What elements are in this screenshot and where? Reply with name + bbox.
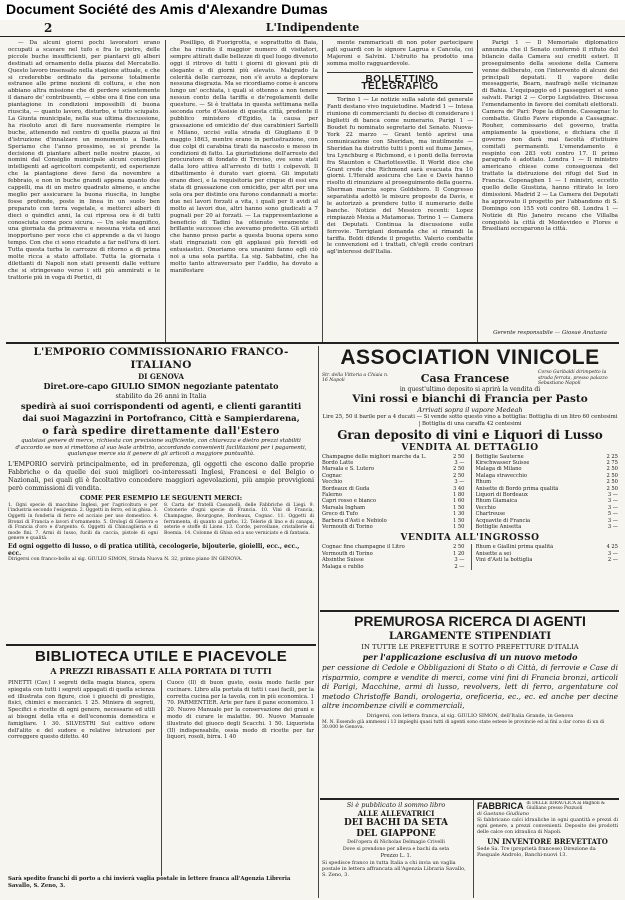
vinicole-wholesale-title: VENDITA ALL'INGROSSO [400,533,540,544]
emporio-footer: Ed ogni oggetto di lusso, o di pratica utilità, cecologerie, bijouterie, gioielli, ecc., ecc., ecc. [8,542,300,557]
biblioteca-advertisement [8,647,314,897]
price-item: Vini d'Asti la bottiglia [475,557,533,564]
vinicole-line-5: Gran deposito di vini e Liquori di Lusso [337,427,603,442]
document-header [0,0,625,20]
column-1-text: — Da alcuni giorni pochi lavoratori erano occupati a scavare nel tufo e fra le pietre, delle piccole buche insufficienti, per piantarvi gli alberi destinati ad ornamento della piazza del Mercatello. Questo lavoro insensato nella stagione attuale, e che si crederebbe ordinato da persone totalmente estranee alle prime nozioni di coltura, e che non abbiano altra missione che di perdere scientemente il danaro de' contribuenti, — ebbe ora il fine con una piantagione in condizioni impossibili di buona riuscita, — quanto lavoro, disturbo, e tutto sciupato. La Giunta municipale, nella sua ultima discussione, ha risoluto anzi di fare nuovamente riempire le buche, attenendo nel centro di quella piazza ai fini d'istruzione d'innalzare un monumento a Dante. Speriamo che l'anno prossimo, se si prende la decisione di piantare alberi nelle nostre piazze, si nomini dal Consiglio municipale alcuni consiglieri intelligenti ad agricoltori competenti, ed esperienze che la piantagione deve farsi da novembre a febbraio, e non in buche grandi appena quanto due cappelli, ma di un metro quadrato almeno, e anche meglio per assicurare la buona riuscita, in lunghe fosse profonde, poste in linea in un suolo ben preparato con terra vegetale, e metterci alberi di dieci o quindici anni, la cui ripresa ora è di tutti conosciuta come poco sicura. — Un sole magnifico, una giornata da primavera e nessuna vista ed anzi inopportuno per voce che ci apprende a da vi luogo tempo. Con che ci sono ricadute a far nell'ora di ieri. Tutta questa turba le carrozze di ritorno a di prima molte ricca a stato affollate. Tutta la giornata i dilettanti di Napoli non stati presenti dalle vetture che si stringevano verso i siti più ammirati e le trattorie più in voga di Portici, di [8,40,160,281]
premurosa-title: PREMUROSA RICERCA DI AGENTI [354,613,586,629]
price-item: Vecchio [475,504,496,511]
price-item: Bottiglie Anisetta [475,524,522,531]
emporio-founded: stabilito da 26 anni in Italia [115,392,207,400]
price-value: 2 — [607,557,618,564]
page-number: 2 [44,21,53,35]
price-value: 2 75 [606,459,618,466]
price-item: Bottiglie Sauterne [475,453,524,460]
price-item: Malaga stravecchio [475,472,527,479]
price-value: 3 — [607,504,618,511]
fabbrica-body: Si fabbricano calci idrauliche in ogni quantità e prezzi di ogni genere, a prezzi convenienti. Deposito dei prodotti delle calce con idraulica di Napoli. [477,818,618,835]
allevatrici-advertisement [322,801,470,897]
premurosa-subtitle-2: IN TUTTE LE PREFETTURE E SOTTO PREFETTURE D'ITALIA [361,643,579,651]
price-value: 1 30 [452,511,465,518]
price-item: Anisette di Bordò prima qualità [475,485,559,492]
allevatrici-line-1: Si è pubblicato il sommo libro [346,801,446,809]
price-value: 2 50 [452,466,465,473]
premurosa-subtitle-3: per l'applicazione esclusiva di un nuovo metodo [362,652,578,662]
price-value: 3 — [454,557,465,564]
gerente-text: Gerente responsabile — Giosuè Anatasia [493,330,607,336]
price-value: 2 50 [606,466,618,473]
price-item: Champagne delle migliori marche da L. [322,453,427,460]
fabbrica-footer: Sede Sa. Tre (proprietà francese) Direzione da Pasquale Androlo, Banchi-nuovi 13. [477,846,596,859]
emporio-examples-title: COME PER ESEMPIO LE SEGUENTI MERCI: [79,493,243,502]
price-item: Barbera d'Asti e Nebiolo [322,517,387,524]
rule [327,93,473,94]
fabbrica-subtitle: di DELLE IDRAULICA ai Bagnoli & Giulliano presso Pozzuoli [526,801,605,812]
price-value: 2 50 [606,479,618,486]
price-value: 3 — [454,459,465,466]
price-item: Liquori di Bordeaux [475,492,528,498]
fabbrica-advertisement [477,801,618,897]
allevatrici-line-2: ALLE ALLEVATRICI [357,809,435,818]
fabbrica-owner: di Gaetano Giulliano [477,811,529,818]
price-row [322,564,465,570]
price-value: 5 — [607,511,618,518]
price-item: Malaga di Milano [475,466,522,473]
price-value: 1 50 [452,517,465,524]
emporio-item-list [8,503,314,542]
vinicole-house: Casa Francese [420,371,510,385]
column-4-text: Parigi 1 — Il Memoriale diplomatico annunzia che il Senato confermò il rifiuto del bilancio dalla Camera sui crediti esteri. Il proseguimento della sessione della Camera venne deliberato, con l'intervento di alcuni dei principali deputati. Il vapore delle messaggerie, Bearn, naufragò nelle vicinanze di Bahia. L'equipaggio ed i passeggieri si sono salvati. Parigi 2 — Corpo Legislativo. Discussa l'emendamento in favore dei comitati elettorali. Camera de' Pari: Pope la difende. Cassagnac lo combatte. Giulio Favre risponde a Cassagnac. Rouher, commissario del governo, tratta ampiamente la questione, e dichiara che il governo non darà mai facoltà d'istituire comitati permanenti. L'emendamento è respinto con 283 voti contro 17. Il primo paragrafo è adottato. Londra 1 — Il ministro americano chiese come conseguenza del trattato la distruzione dei rifugi del Sud in Francia. Copenaghen 1 — I ministri, eccetto quello delle Giustizia, hanno ritirato le loro dimissioni. Madrid 2 — La Camera dei Deputati ha approvato il progetto per l'abbandono di S. Domingo con 155 voti contro 68. Londra 1 — Notizie di Rio Janeiro recano che Villalba conquistò la città di Montevideo e Flores e Brasiliani occuparono la città. [482,40,618,233]
price-item: Vermouth di Torino [322,550,373,557]
biblioteca-footer: Sarà spedito franchi di porto a chi invierà vaglia postale in lettere franca all'Agenzia Libreria Savallo, S. Zeno, 3. [8,876,291,889]
premurosa-advertisement [322,613,618,796]
biblioteca-subtitle: A PREZZI RIBASSATI E ALLA PORTATA DI TUTTI [50,666,272,676]
column-2-text: Posillipo, di Fuorigrotta, e soprattutto di Baia, che ha riunito il maggior numero di visitatori, sempre attirati dalle bellezze di quel luogo divenuto oggi il ritrovo di tutti i giorni di giovani più di elegante e di giorni più elevato. Malgrado la celerità delle carrozze, non s'è avuto a deplorare nessuna disgrazia. Ma se ricordiamo come è ancora lungo un' occhiata, i quali si ottenno a non tenere nessun conto della tariffa e de'regolamenti delle questure. — Si è trattata in questa settimana nella seconda corte d'Assisie di questa città, predente il pubblico ministero d'Egidio, la causa per grassazione ed omicidio de' due carabinieri Sartelli e Milano, uccisi sulla strada di Giugliano il 9 maggio 1863, mentre erano in perlustrazione, con due colpi di carabina tirati da nascosto e messo in condizioni di fatto. La giurisdizione dell'arresto del procuratore di fondato di Treviso, ove sono stati dalla loro attiva all'arresto di tutti i colpevoli. Il dibattimento è durato vari giorni. Gli imputati erano dieci, e la requisitoria per cinque di essi era stata di grassazione con omicidio, per altri per una sola ora per distinte ora furono condannati a morte: due nei lavori forzati a vita, i quali per li avidi al molto ai lavori due, altri hanno sono giudicati a 7 pugnali per 20 ai forzati. — La rappresentazione a beneficio di Tadini ha ottenuto veramente il brillante successo che avevamo predetto. Gli artisti che hanno preso parte a questa buona opera sono stati ringraziati con gli applausi più fervidi ed entusiastici. Onoriamo ora unanimi fanno egli ciò noi a una sola partita. La sig. Sabbatini, che ha molto tanto attraversato per l'addio, ha dovuto a manifestare [170,40,318,274]
emporio-items-left: 1. Ogni specie di macchine Inglesi, per l'agricoltura e per l'industria secondo l'esigenza. 2. Oggetti in ferro, ed in ghisa. 3. Oggetti in fonderia di ferro ed acciaio per uso domestico. 4. Bronzi di Francia e lavori d'ornamento. 5. Orologi di Ginevra e di Francia d'oro e d'argento. 6. Oggetti di Chincaglieria e di mode fini. 7. Armi di lusso, fucili da caccia, pistole di ogni genere e qualità. [8,502,158,542]
price-value: 1 80 [452,492,465,498]
advertisement-divider [318,346,319,898]
price-row [476,557,619,563]
newspaper-title: L'Indipendente [265,21,360,34]
emporio-line-1: spedirà ai suoi corrispondenti od agenti, e clienti garantiti [20,402,302,412]
price-item: Malaga e rublio [322,563,364,570]
emporio-title: L'EMPORIO COMMISSIONARIO FRANCO-ITALIANO [33,346,289,371]
price-value: 1 50 [452,504,465,511]
vinicole-line-3: Arrivati sopra il vapore Medeah [417,406,523,415]
fabbrica-inventor: UN INVENTORE BREVETTATO [487,837,608,846]
price-item: Rhum e Giallini prima qualità [475,544,554,551]
price-item: Rhum [475,479,492,486]
premurosa-address: Dirigersi, con lettera franca, al sig. GIULIO SIMON, dell'Italia Grande, in Genova [366,712,574,719]
premurosa-body: per cessione di Cedole e Obbligazioni di Stato o di Città, di ferrovie e Case di risparmio, compre e vendite di merci, come vini fini di Francia bronzi, articoli di Parigi, Macchine, armi di lusso, revolvers, lett di ferro, argentature col metodo Christoffe Bandi, orologeria, oreficeria, ec., ec. ed anche per decine altre incombenze civili e commerciali, [322,663,618,711]
column-3 [327,40,473,340]
allevatrici-line-6: Dove si prendono per alleva e bachi da seta [342,846,450,852]
price-item: Vecchio [322,479,343,486]
newspaper-page [0,20,625,900]
price-value: 1 60 [452,498,465,505]
price-item: Capri rosso e bianco [322,498,377,505]
biblioteca-title: BIBLIOTECA UTILE E PIACEVOLE [34,648,288,665]
biblioteca-books-right: Cuoco (Il) di buon gusto, ossia modo facile per cucinare. Libro alla portata di tutti i casi facili, per la corretta cucina per la tavola, con in più economica. 1 70. PARMENTIER. Arte per fare il pane economico. 1 20. Nuovo Manuale per la conservazione dei grani e modo di curare le malattie. 90. Nuovo Manuale illustrato del giuoco degli Scacchi. 1 50. Liquorista (II) indispensabile, ossia modo di ricette per far liquori, rosoli, birra. 1 40 [161,680,314,876]
vinicole-retail-prices [322,454,618,531]
price-value: 2 50 [606,472,618,479]
advertisement-rule [320,798,619,800]
vinicole-line-4: Lire 25, 50 il barile per a 4 ducati — Si vende sotto questo vino a bottiglia: Bottiglia di un litro 60 centesimi | Bottiglia di una caraffa 42 centesimi [322,414,618,427]
price-value: 2 25 [606,453,618,460]
masthead [0,20,625,37]
vinicole-wholesale-right [471,544,619,570]
vinicole-retail-left [322,454,465,531]
price-value: 3 — [607,498,618,505]
price-row [476,524,619,530]
price-value: 3 — [607,492,618,498]
price-value: 3 — [607,517,618,524]
price-item: Greco di Tufo [322,511,358,518]
price-value: 2 50 [452,453,465,460]
column-4 [482,40,618,328]
column-2 [170,40,318,340]
emporio-advertisement [8,346,314,642]
emporio-items-right: 8. Carta de' fratelli Cassanelli, delle Fabbriche di Liegi. 9. Cotonerie d'ogni specie di Francia. 10. Vini di Francia, Champagne, Bourgogne, Bordeaux, Cognac. 11. Oggetti di ferramenta, di quanto al garbo. 12. Telerie di lino e di canapa, seterie e stoffe di Lione. 13. Corde, porcellane, cristallerie di Boemia. 14. Colonne di Ghisa ed a uso verniciato e di fantasia. [164,502,314,536]
emporio-line-5: L'EMPORIO servirà principalmente, ed in preferenza, gli oggetti che escono dalle proprie Fabbriche o da quelle dei suoi migliori co-interessati Inglesi, Francesi e del Belgio o Nazionali, pei quali gli è facoltativo concedere maggiori agevolazioni, più ampie provvigioni però commissioni di vendita. [8,459,314,492]
price-item: Marsala Ingham [322,504,366,511]
document-header-title: Document Société des Amis d'Alexandre Dumas [6,1,328,17]
price-item: Bordò Latte [322,459,354,466]
price-item: Acquavite di Francia [475,517,531,524]
price-value: 3 — [454,479,465,486]
price-item: Absinthe Suisse [322,557,364,564]
premurosa-subtitle-1: LARGAMENTE STIPENDIATI [388,631,552,642]
vinicole-wholesale-left [322,544,465,570]
allevatrici-line-8: Si spedisce franco in tutta Italia a chi invia un vaglia postale in lettera affrancata all'Agenzia Libraria Savallo, S. Zeno, 3. [322,859,466,879]
price-item: Cognac [322,472,342,479]
column-divider [165,40,166,342]
price-value: 2 50 [452,544,465,551]
column-divider [322,40,323,342]
biblioteca-books-left: PINETTI (Cav.) I segreti della magia bianca, opera spiegata con tutti i segreti appagati di quella scienza ed illustrata con figure, cioè i giuochi di prestigio, fisici, chimici e meccanici. 1 25. Miniera di segreti, Specifici e ricette di ogni genere, necessarie ed utili ai bisogni della vita e dell'economia domestica e famigliare. 1 30. SILVESTRI Sul cattivo odore dell'alito e del sudore e relative istruzioni per correggere questo difetto. 40 [8,680,155,741]
emporio-line-4: qualsiasi genere di merce, richiesta con precisione sufficiente, con chiarezza e dietro prezzi stabiliti d'accordo se non si rimettono al suo leale arbitrio, accordando convenienti facilitazioni per i pagamenti, qualunque merce sia il genere di gli articoli a maggiore puntualità. [15,438,307,458]
vinicole-line-2: Vini rossi e bianchi di Francia per Pasto [352,393,588,406]
price-item: Bordeaux di Guda [322,485,370,492]
vinicole-advertisement [322,346,618,608]
gerente-line [482,330,618,340]
price-value: 1 20 [452,550,465,557]
emporio-line-2: dai suoi Magazzini in Portofranco, Città e Sampierdarena, [22,414,300,424]
column-divider [477,40,478,342]
biblioteca-book-list [8,680,314,876]
price-value: 4 25 [606,544,618,551]
allevatrici-line-3: DEI BACHI DA SETA [343,818,449,828]
vinicole-wholesale-prices [322,544,618,570]
price-item: Rhum Giamaica [475,498,518,505]
emporio-director: Diret.ore-capo GIULIO SIMON negoziante patentato [43,381,279,391]
price-item: Kirschwasser Suisse [475,459,530,466]
emporio-line-3: o farà spedire direttamente dall'Estero [42,426,280,437]
price-value: 2 — [454,563,465,570]
price-item: Marsala e S. Lutero [322,466,374,473]
price-value: 2 50 [452,472,465,479]
price-value: 2 50 [606,485,618,492]
advertisement-rule [6,342,619,344]
price-item: Anisette a sei [475,550,511,557]
emporio-city: DI GENOVA [138,372,184,381]
price-row [322,524,465,530]
advertisement-divider [473,800,474,898]
price-value: 3 40 [452,485,465,492]
vinicole-retail-title: VENDITA AL DETTAGLIO [401,442,539,453]
allevatrici-line-5: Dell'opera di Nicholas Delmagio Crivelli [347,840,445,845]
allevatrici-line-4: DEL GIAPPONE [356,829,436,839]
vinicole-retail-right [471,454,619,531]
vinicole-address-right: Corso Garibaldi dirimpetto la strada ferrata, presso palazzo Sebastiano Napoli [538,370,608,387]
vinicole-line-1: in quest'ultimo deposito si aprirà la vendita di [399,385,541,393]
telegraph-bulletin-title: BOLLETTINO TELEGRAFICO [361,73,439,92]
price-item: Falernо [322,492,343,498]
vinicole-address-left: Str. della Vittoria a Chiaia n. 16 Napoli [322,372,389,384]
price-value: 3 — [607,524,618,531]
advertisement-rule [320,610,619,612]
allevatrici-price: Prezzo L. 1. [380,853,412,860]
price-item: Vermouth di Torino [322,524,373,531]
price-item: Cognac fine champagne il Litro [322,544,405,551]
rule [327,72,473,73]
vinicole-title: ASSOCIATION VINICOLE [340,346,600,369]
price-item: Chartreuse [475,511,506,518]
fabbrica-title: FABBRICA [477,801,524,812]
price-value: 1 50 [452,524,465,531]
emporio-address: Dirigersi con franco-bollo al sig. GIULIO SIMON, Strada Nuova N. 32, primo piano IN GENOVA. [8,557,243,563]
column-3-intro: mente rammaricati di non poter partecipare agli sguardi con le signore Lagrua e Cancola, coi Majeroni e Salvini. L'istruito ha prodotto una somma molto ragguardevole. [327,40,473,67]
premurosa-note: M. N. Essendo già ammessi i 13 impieghi quasi tutti di agenti sono state estese le provincie ed ai fini a dar corso di un di 30.000 le Genova. [322,719,605,731]
column-1 [8,40,160,340]
advertisement-rule [6,644,316,646]
price-value: 3 — [607,550,618,557]
telegraph-bulletin-text: Torino 1 — Le notizie sulla salute del generale Fanti destano vivo inquietudine. Madrid 1 — Intesa riunione di commercianti fu deciso di considerare i biglietti di banca come numerario. Parigi 1 — Boudet fu nominato segretario del Senato. Nuova-York 22 marzo — Grant tentò aprirsi una comunicazione con Sheridan, ma inutilmente — Sheridan ha distrutto tutti i ponti sul fiume James, tra Lynchburg e Richmond, e i ponti della ferrovia fra Staunton e Charlottesville. Il World dice che Grant crede che Richmond sarà evacuata fra 10 giorni. L'Herald assicura che Lee e Davis hanno risolto di rinunziare al proseguimento della guerra. Sherman marcia sopra Goldsboro. Il Congresso separatista adottò le misure proposte da Davis, e le autorizzò a prendere tutto il numerario delle banche. Notizie del Messico recenti: Lopez rimpiazzò Mexia a Matamoras. Torino 1 — Camera dei Deputati. Continua la discussione sulle ferrovie. Torrigiani domanda che si rimandi la tariffa. Boldi difende il progetto. Valerio combatte le convenzioni ed i trattati, ch'egli crede contrari agl'interessi dell'Italia. [327,97,473,256]
